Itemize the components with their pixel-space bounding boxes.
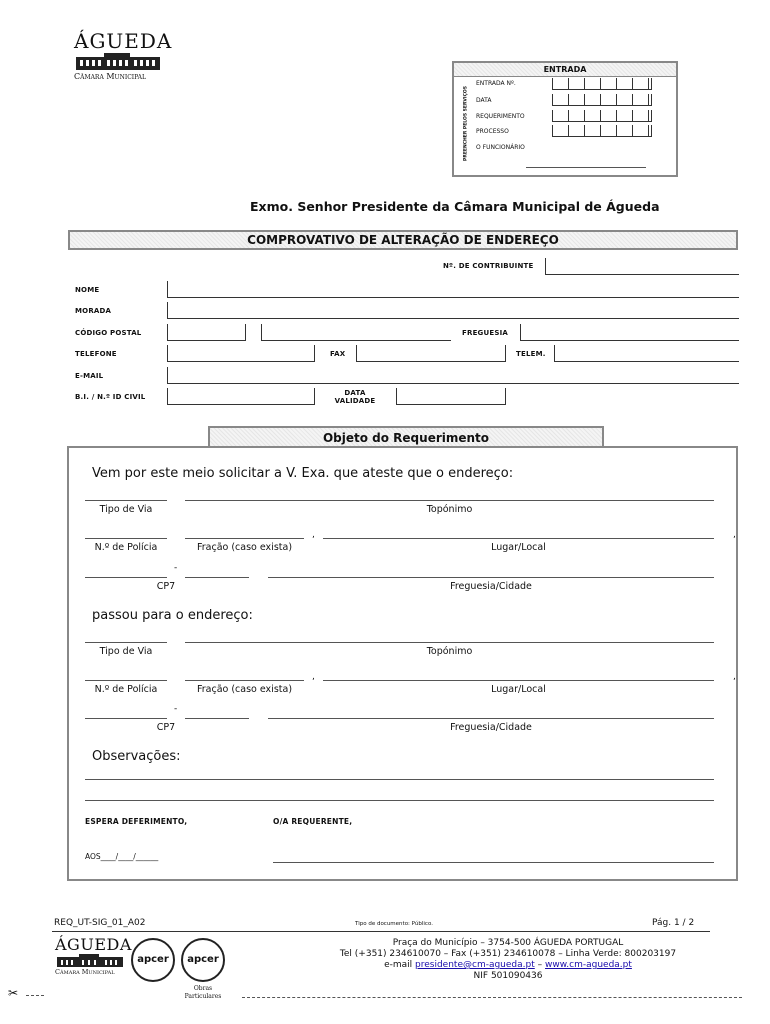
apcer-label-1: apcer	[137, 954, 169, 965]
cut-line-right	[242, 997, 742, 998]
lugar-caption-1: Lugar/Local	[491, 542, 546, 553]
fracao-caption-1: Fração (caso exista)	[196, 542, 293, 553]
codigo-postal-label: CÓDIGO POSTAL	[75, 329, 142, 337]
cp7-caption-2: CP7	[156, 722, 176, 733]
fracao-line-2[interactable]	[185, 680, 304, 681]
cut-line-left	[26, 995, 44, 996]
freguesia-field[interactable]	[520, 324, 739, 341]
telefone-field[interactable]	[167, 345, 315, 362]
tipo-via-caption-1: Tipo de Via	[99, 504, 153, 515]
fracao-line-1[interactable]	[185, 538, 304, 539]
freguesia-label: FREGUESIA	[462, 329, 509, 337]
footer-doc-type: Tipo de documento: Público.	[355, 921, 433, 927]
tipo-via-caption-2: Tipo de Via	[99, 646, 153, 657]
fracao-caption-2: Fração (caso exista)	[196, 684, 293, 695]
morada-field[interactable]	[167, 302, 739, 319]
fax-field[interactable]	[356, 345, 506, 362]
logo-subtitle: Câmara Municipal	[74, 72, 146, 81]
email-field[interactable]	[167, 367, 739, 384]
footer-logo-subtitle: Câmara Municipal	[55, 968, 115, 976]
telem-field[interactable]	[554, 345, 739, 362]
espera-deferimento: ESPERA DEFERIMENTO,	[85, 817, 188, 826]
entrada-row-label-3: REQUERIMENTO	[476, 113, 525, 120]
email-label: E-MAIL	[75, 372, 104, 380]
footer-logo-city: ÁGUEDA	[55, 935, 132, 954]
form-title: COMPROVATIVO DE ALTERAÇÃO DE ENDEREÇO	[247, 233, 559, 247]
entrada-row-label-5: O FUNCIONÁRIO	[476, 144, 525, 151]
entrada-row-label-1: ENTRADA Nº.	[476, 80, 516, 87]
data-validade-label: DATA VALIDADE	[334, 389, 376, 405]
codigo-postal-field-1[interactable]	[167, 324, 246, 341]
footer-rule	[52, 931, 710, 932]
observacoes-line-1[interactable]	[85, 779, 714, 780]
codigo-postal-field-2[interactable]	[261, 324, 451, 341]
observacoes-label: Observações:	[92, 749, 181, 764]
cp7-line-1a[interactable]	[85, 577, 167, 578]
toponimo-caption-1: Topónimo	[426, 504, 473, 515]
footer-contacts	[300, 938, 716, 982]
entrada-requerimento-field[interactable]	[552, 110, 652, 122]
footer-code: REQ_UT-SIG_01_A02	[54, 918, 146, 928]
objeto-title: Objeto do Requerimento	[322, 431, 490, 445]
requerente-signature-line[interactable]	[273, 862, 714, 863]
comma-2b: ,	[733, 672, 736, 682]
comma-2a: ,	[312, 672, 315, 682]
telefone-label: TELEFONE	[75, 350, 117, 358]
freguesia-cidade-line-2[interactable]	[268, 718, 714, 719]
entrada-title-bar	[454, 63, 676, 77]
contribuinte-field[interactable]	[545, 258, 739, 275]
nome-label: NOME	[75, 286, 100, 294]
entrada-title: ENTRADA	[543, 65, 587, 74]
numero-caption-2: N.º de Polícia	[94, 684, 158, 695]
lugar-line-2[interactable]	[323, 680, 714, 681]
footer-logo	[55, 936, 135, 986]
apcer-cert-1	[131, 938, 175, 982]
cp7-line-2b[interactable]	[185, 718, 249, 719]
morada-label: MORADA	[75, 307, 112, 315]
footer-nif: NIF 501090436	[473, 971, 543, 981]
aos-date-field[interactable]: AOS____/____/______	[85, 852, 159, 861]
numero-caption-1: N.º de Polícia	[94, 542, 158, 553]
bi-label: B.I. / N.º ID CIVIL	[75, 393, 146, 401]
footer-building-icon	[55, 954, 125, 968]
freguesia-cidade-caption-1: Freguesia/Cidade	[450, 581, 532, 592]
obras-particulares-label: Obras Particulares	[184, 985, 222, 1000]
entrada-row-label-2: DATA	[476, 97, 492, 104]
comma-1b: ,	[733, 530, 736, 540]
toponimo-line-2[interactable]	[185, 642, 714, 643]
cp7-caption-1: CP7	[156, 581, 176, 592]
fax-label: FAX	[330, 350, 346, 358]
form-title-bar	[68, 230, 738, 250]
passou-text: passou para o endereço:	[92, 608, 253, 623]
entrada-row-label-4: PROCESSO	[476, 128, 509, 135]
toponimo-caption-2: Topónimo	[426, 646, 473, 657]
lugar-caption-2: Lugar/Local	[491, 684, 546, 695]
entrada-date-field[interactable]	[552, 94, 652, 106]
logo-city: ÁGUEDA	[74, 29, 173, 53]
cp7-line-2a[interactable]	[85, 718, 167, 719]
footer-phones: Tel (+351) 234610070 – Fax (+351) 234610078 – Linha Verde: 800203197	[339, 949, 677, 959]
apcer-cert-2	[181, 938, 225, 982]
footer-page: Pág. 1 / 2	[652, 918, 695, 928]
observacoes-line-2[interactable]	[85, 800, 714, 801]
footer-email-line	[300, 960, 716, 971]
footer-email-sep: –	[537, 960, 543, 970]
apcer-label-2: apcer	[187, 954, 219, 965]
lugar-line-1[interactable]	[323, 538, 714, 539]
entrada-side-label: PREENCHER PELOS SERVIÇOS	[463, 86, 469, 161]
nome-field[interactable]	[167, 281, 739, 298]
funcionario-signature-line[interactable]	[526, 167, 646, 168]
contribuinte-label: Nº. DE CONTRIBUINTE	[443, 262, 534, 270]
scissors-icon: ✂	[8, 986, 19, 1000]
entrada-box	[452, 61, 678, 177]
toponimo-line-1[interactable]	[185, 500, 714, 501]
entrada-processo-field[interactable]	[552, 125, 652, 137]
telem-label: TELEM.	[516, 350, 546, 358]
tipo-via-line-2[interactable]	[85, 642, 167, 643]
cp7-dash-2: -	[174, 704, 178, 714]
entrada-num-field[interactable]	[552, 78, 652, 90]
footer-email-link[interactable]: presidente@cm-agueda.pt	[415, 960, 535, 970]
objeto-title-bar	[208, 426, 604, 446]
freguesia-cidade-caption-2: Freguesia/Cidade	[450, 722, 532, 733]
tipo-via-line-1[interactable]	[85, 500, 167, 501]
objeto-intro: Vem por este meio solicitar a V. Exa. que ateste que o endereço:	[92, 466, 514, 481]
bi-field[interactable]	[167, 388, 315, 405]
data-validade-field[interactable]	[396, 388, 506, 405]
comma-1a: ,	[312, 530, 315, 540]
numero-line-1[interactable]	[85, 538, 167, 539]
footer-address: Praça do Município – 3754-500 ÁGUEDA PORTUGAL	[392, 938, 624, 948]
building-icon	[74, 53, 162, 71]
cp7-line-1b[interactable]	[185, 577, 249, 578]
numero-line-2[interactable]	[85, 680, 167, 681]
cp7-dash-1: -	[174, 563, 178, 573]
requerente-label: O/A REQUERENTE,	[273, 817, 353, 826]
footer-website-link[interactable]: www.cm-agueda.pt	[545, 960, 632, 970]
freguesia-cidade-line-1[interactable]	[268, 577, 714, 578]
footer-email-prefix: e-mail	[384, 960, 413, 970]
municipal-logo	[74, 30, 174, 90]
addressee: Exmo. Senhor Presidente da Câmara Municipal de Águeda	[250, 199, 660, 214]
